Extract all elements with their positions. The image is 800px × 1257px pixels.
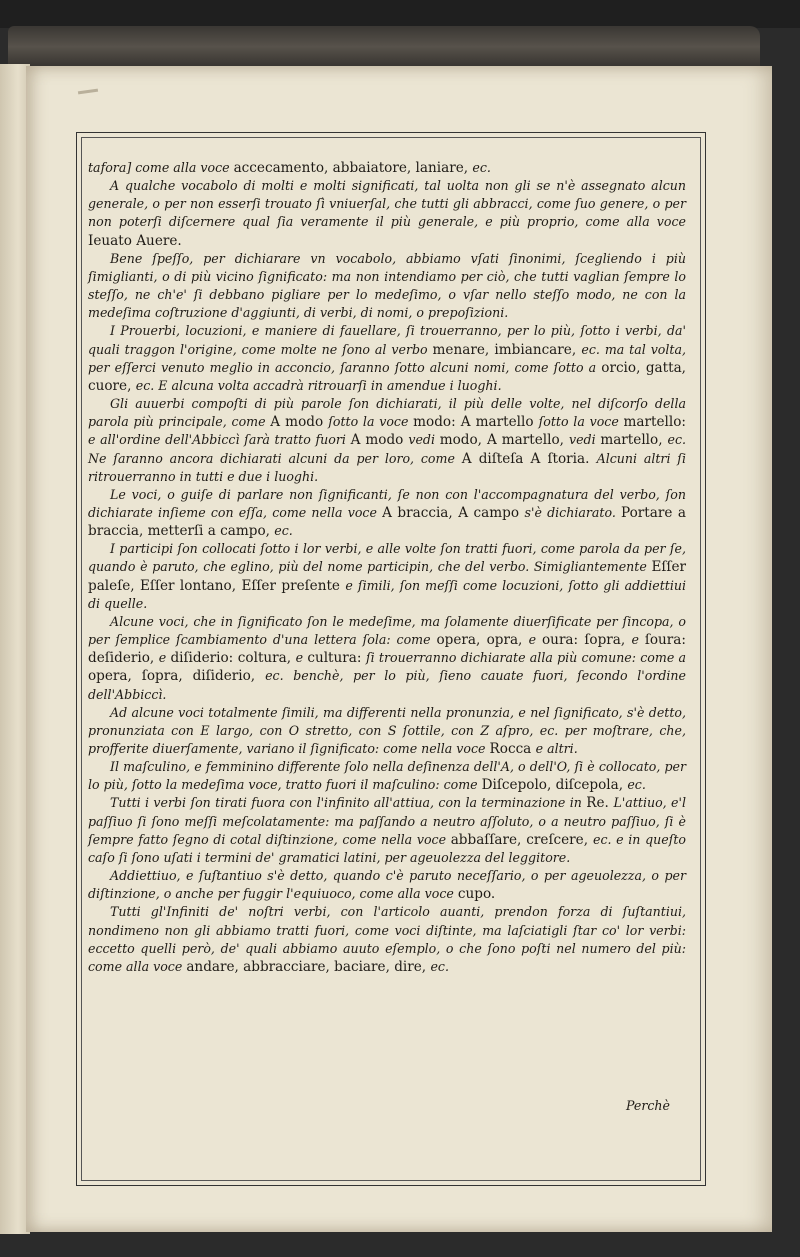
italic-text: ec. ma tal volta, per eſſerci venuto meglio in acconcio, ſaranno ſotto alcuni nomi, come ſotto a bbox=[88, 341, 686, 375]
italic-text: Alcuni altri ſi ritrouerranno in tutti e due i luoghi. bbox=[88, 450, 686, 484]
italic-text: ſotto la voce bbox=[328, 414, 414, 430]
italic-text: s'è dichiarato. bbox=[524, 504, 621, 520]
paragraph bbox=[88, 159, 686, 177]
roman-term: accecamento, abbaiatore, laniare, bbox=[233, 160, 473, 176]
roman-term: A modo bbox=[350, 432, 409, 449]
italic-text: I Prouerbi, locuzioni, e maniere di fauellare, ſi trouerranno, per lo più, ſotto i verbi, da' quali traggon l'origine, come molte ne ſono al verbo bbox=[88, 323, 686, 357]
roman-term: martello: bbox=[623, 414, 686, 431]
italic-text: ec. E alcuna volta accadrà ritrouarſi in amendue i luoghi. bbox=[135, 377, 502, 393]
italic-text: ec. bbox=[627, 777, 646, 793]
roman-term: modo: A martello bbox=[413, 414, 539, 431]
italic-text: I participi ſon collocati ſotto i lor verbi, e alle volte ſon tratti fuori, come parola da per ſe, quando è paruto, che eglino, più del nome participin, che del verbo. Simigliantemente bbox=[88, 541, 686, 575]
italic-text: ec. e in queſto caſo ſi ſono uſati i termini de' gramatici latini, per ageuolezza del leggitore. bbox=[88, 831, 686, 865]
roman-term: opera, opra, bbox=[436, 632, 529, 649]
italic-text: ec. bbox=[472, 160, 491, 175]
italic-text: L'attiuo, e'l paſſiuo ſi ſono meſſi meſcolatamente: ma paſſando a neutro aſſoluto, o a neutro paſſiuo, ſi è ſempre fatto ſegno di cotal diſtinzione, come nella voce bbox=[88, 795, 686, 847]
italic-text: Gli auuerbi compoſti di più parole ſon dichiarati, il più delle volte, nel diſcorſo della parola più principale, come bbox=[88, 396, 686, 430]
roman-term: modo, A martello, bbox=[439, 432, 569, 449]
roman-term: martello, bbox=[600, 432, 668, 449]
book-page bbox=[26, 66, 772, 1232]
italic-text: e all'ordine dell'Abbiccì ſarà tratto fuori bbox=[88, 432, 351, 448]
paragraph bbox=[88, 322, 686, 395]
ink-mark bbox=[78, 89, 98, 95]
italic-text: e ſimili, ſon meſſi come locuzioni, ſotto gli addiettiui di quelle. bbox=[88, 577, 686, 611]
paragraph bbox=[88, 794, 686, 867]
roman-term: Diſcepolo, diſcepola, bbox=[481, 777, 628, 794]
italic-text: ec. bbox=[274, 523, 293, 539]
paragraph bbox=[88, 486, 686, 540]
page-text-block bbox=[88, 159, 686, 976]
italic-text: e bbox=[631, 632, 645, 648]
italic-text: tafora] come alla voce bbox=[88, 160, 234, 175]
roman-term: diſiderio: coltura, bbox=[170, 650, 296, 667]
italic-text: Alcune voci, che in ſignificato ſon le medeſime, ma ſolamente diuerſificate per ſincopa, o per ſemplice ſcambiamento d'una lettera ſola: come bbox=[88, 613, 686, 648]
italic-text: vedi bbox=[568, 432, 601, 448]
italic-text: A qualche vocabolo di molti e molti significati, tal uolta non gli se n'è assegnato alcun generale, o per non esserſi trouato ſì vniuerſal, che tutti gli abbracci, come ſuo genere, o per non poterſi diſcernere qual ſia veramente il più generale, e più proprio, come alla voce bbox=[88, 178, 686, 230]
roman-term: abbaſſare, creſcere, bbox=[450, 831, 593, 848]
italic-text: e bbox=[158, 650, 171, 666]
italic-text: ſotto la voce bbox=[538, 414, 624, 430]
italic-text: e bbox=[528, 632, 542, 648]
paragraph bbox=[88, 903, 686, 976]
roman-term: Ieuato Auere. bbox=[88, 232, 182, 249]
italic-text: ec. benchè, per lo più, ſieno cauate fuori, ſecondo l'ordine dell'Abbiccì. bbox=[88, 668, 686, 702]
roman-term: andare, abbracciare, baciare, dire, bbox=[186, 958, 431, 975]
italic-text: Bene ſpeſſo, per dichiarare vn vocabolo, abbiamo vſati ſinonimi, ſcegliendo i più ſimiglianti, o di più vicino ſignificato: ma non intendiamo per ciò, che tutti vaglian ſempre lo steſſo, ne ch'e' ſi debbano pigliare per lo medeſimo, o vſar nello steſſo modo, ne con la medeſima coſtruzione d'aggiunti, di verbi, di nomi, o prepoſizioni. bbox=[88, 250, 686, 321]
roman-term: Eſſer paleſe, Eſſer lontano, Eſſer preſente bbox=[88, 559, 686, 594]
italic-text: ec. Ne ſaranno ancora dichiarati alcuni da per loro, come bbox=[88, 432, 687, 466]
roman-term: Portare a braccia, metterſi a campo, bbox=[88, 504, 686, 540]
roman-term: ſoura: deſiderio, bbox=[88, 632, 686, 667]
roman-term: Re. bbox=[586, 795, 614, 812]
roman-term: oura: ſopra, bbox=[542, 632, 632, 649]
scan-background bbox=[0, 0, 800, 28]
paragraph bbox=[88, 250, 686, 323]
italic-text: Tutti gl'Infiniti de' noſtri verbi, con l'articolo auanti, prendon forza di ſuſtantiui, nondimeno non gli abbiamo tratti fuori, come voci diſtinte, ma laſciatigli ſtar co' lor verbi: eccetto quelli però, de' quali abbiamo auuto eſemplo, o che ſono poſti nel numero del più: come alla voce bbox=[88, 904, 686, 974]
italic-text: Addiettiuo, e ſuſtantiuo s'è detto, quando c'è paruto neceſſario, o per ageuolezza, o per diſtinzione, o anche per fuggir l'equiuoco, come alla voce bbox=[88, 868, 686, 902]
italic-text: ſi trouerranno dichiarate alla più comune: come a bbox=[366, 650, 687, 666]
roman-term: A modo bbox=[270, 414, 329, 431]
italic-text: ec. bbox=[430, 958, 449, 974]
roman-term: cupo. bbox=[457, 886, 496, 903]
italic-text: Il maſculino, e femminino differente ſolo nella deſinenza dell'A, o dell'O, ſi è collocato, per lo più, ſotto la medeſima voce, tratto fuori il maſculino: come bbox=[88, 759, 686, 793]
italic-text: vedi bbox=[408, 432, 440, 448]
roman-term: A diſteſa A ſtoria. bbox=[461, 450, 597, 467]
paragraph bbox=[88, 177, 686, 250]
paragraph bbox=[88, 540, 686, 613]
paragraph bbox=[88, 758, 686, 794]
paragraph bbox=[88, 867, 686, 903]
roman-term: Rocca bbox=[489, 741, 536, 757]
italic-text: e bbox=[295, 650, 308, 666]
catchword: Perchè bbox=[626, 1098, 670, 1113]
roman-term: A braccia, A campo bbox=[382, 504, 525, 521]
italic-text: Le voci, o guiſe di parlare non ſignificanti, ſe non con l'accompagnatura del verbo, ſon dichiarate inſieme con eſſa, come nella voce bbox=[88, 486, 686, 520]
paragraph bbox=[88, 613, 686, 704]
roman-term: opera, ſopra, diſiderio, bbox=[88, 668, 266, 685]
roman-term: orcio, gatta, cuore, bbox=[88, 359, 686, 394]
paragraph bbox=[88, 395, 686, 486]
italic-text: Ad alcune voci totalmente ſimili, ma differenti nella pronunzia, e nel ſignificato, s'è detto, pronunziata con E largo, con O stretto, con S ſottile, con Z aſpro, ec. per moſtrare, che, profferite diuerſamente, variano il ſignificato: come nella voce bbox=[88, 704, 686, 756]
roman-term: cultura: bbox=[307, 650, 366, 667]
paragraph bbox=[88, 704, 686, 758]
roman-term: menare, imbiancare, bbox=[432, 341, 582, 358]
italic-text: Tutti i verbi ſon tirati fuora con l'infinito all'attiua, con la terminazione in bbox=[110, 795, 587, 811]
italic-text: e altri. bbox=[535, 741, 578, 756]
